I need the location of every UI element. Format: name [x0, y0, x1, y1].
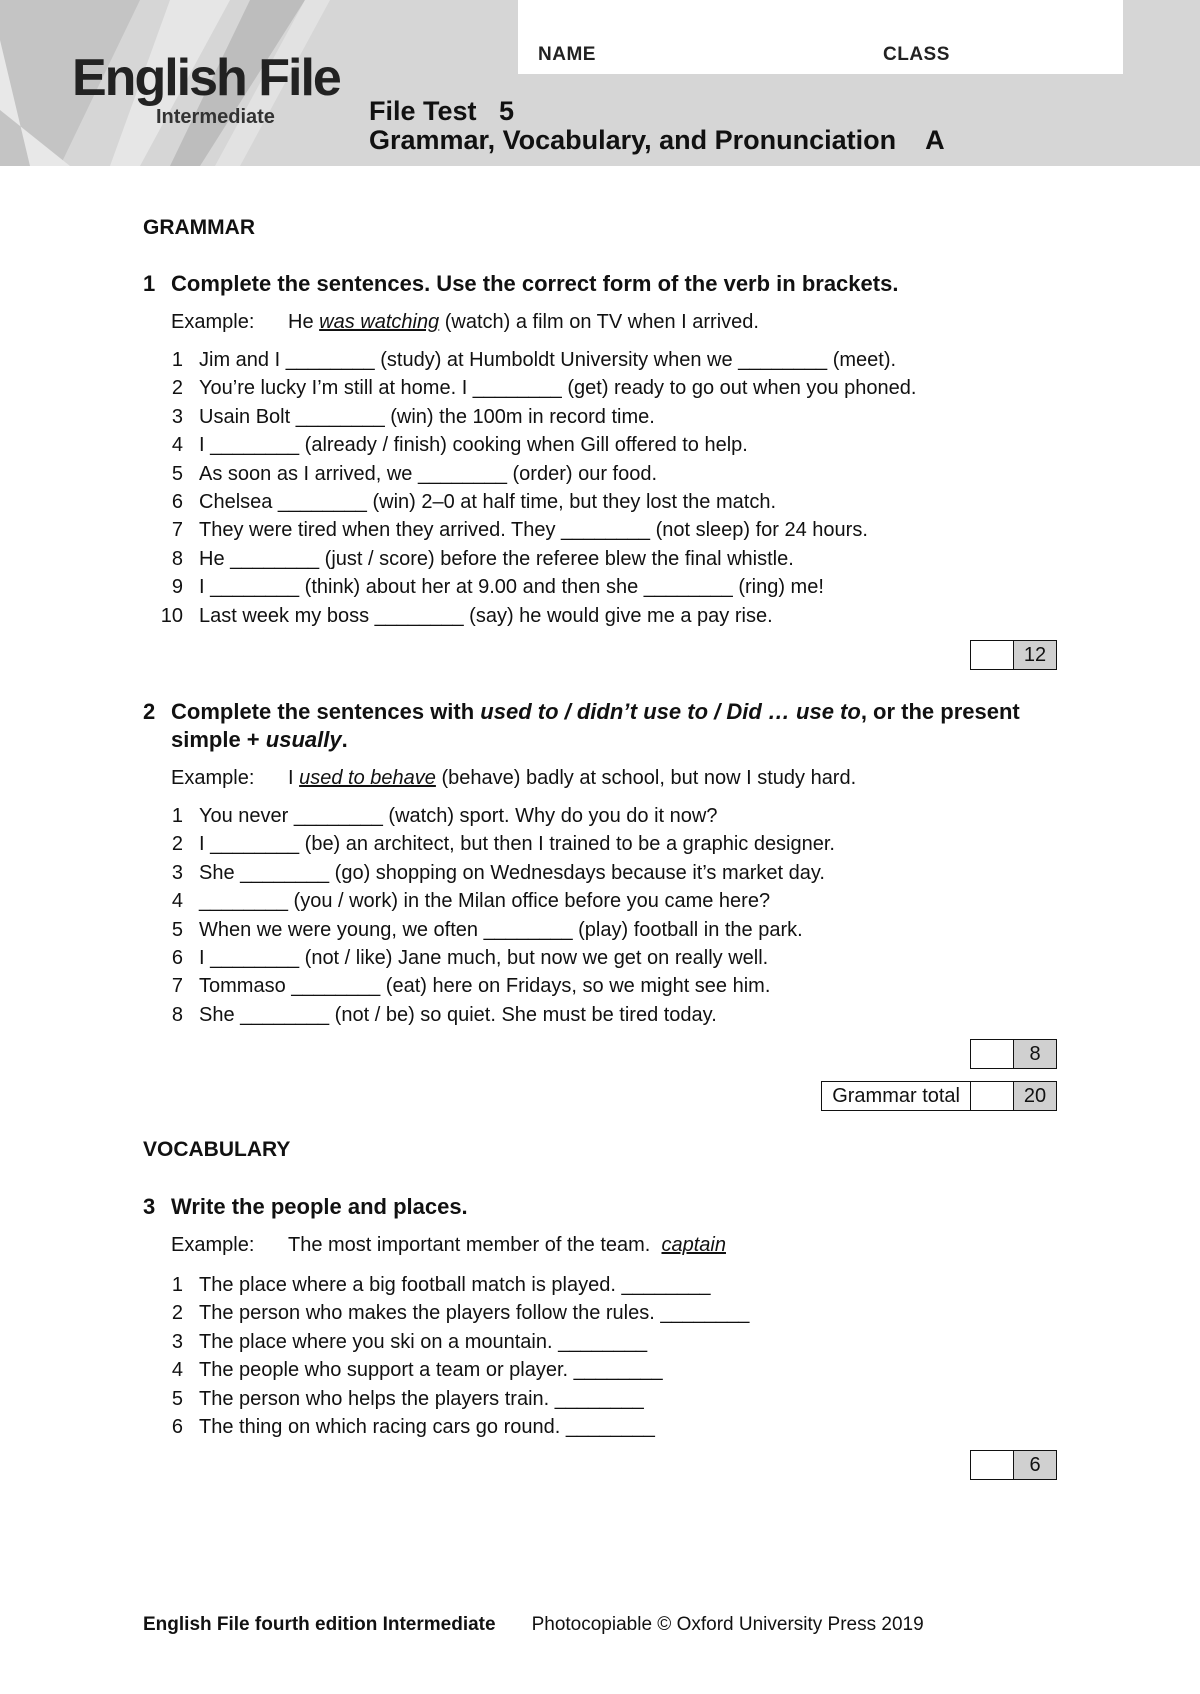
example-answer: captain: [661, 1234, 726, 1256]
item-number: 9: [171, 576, 183, 599]
item-number: 2: [171, 377, 183, 400]
list-item: [160, 602, 916, 630]
item-text: You never ________ (watch) sport. Why do you do it now?: [199, 805, 718, 827]
instruction-text: Write the people and places.: [171, 1194, 468, 1219]
list-item: [160, 346, 916, 374]
test-subtitle: Grammar, Vocabulary, and Pronunciation A: [369, 125, 945, 155]
question-3-items: [160, 1271, 749, 1441]
page-footer: [143, 1614, 924, 1636]
footer-copyright: Photocopiable © Oxford University Press 2019: [531, 1614, 924, 1635]
item-number: 3: [171, 1330, 183, 1353]
item-text: Last week my boss ________ (say) he would give me a pay rise.: [199, 604, 773, 627]
item-text: You’re lucky I’m still at home. I ________ (get) ready to go out when you phoned.: [199, 377, 917, 400]
list-item: [160, 1001, 835, 1029]
item-text: The place where you ski on a mountain. ________: [199, 1330, 648, 1353]
item-text: She ________ (go) shopping on Wednesdays because it’s market day.: [199, 861, 825, 884]
question-2-instruction: [143, 698, 1043, 754]
list-item: [160, 374, 916, 402]
item-number: 6: [171, 1415, 183, 1438]
item-number: 6: [171, 946, 183, 969]
name-class-box: [518, 0, 1123, 74]
question-3-score-box: [970, 1450, 1057, 1480]
list-item: [160, 1385, 749, 1413]
question-1-instruction: [143, 270, 1043, 298]
score-max: 6: [1014, 1451, 1056, 1479]
item-number: 4: [171, 890, 183, 913]
logo-subtitle: Intermediate: [156, 106, 275, 128]
item-number: 8: [171, 547, 183, 570]
item-number: 4: [171, 434, 183, 457]
list-item: [160, 887, 835, 915]
grammar-heading: GRAMMAR: [143, 216, 255, 239]
instruction-part: , or the present simple +: [171, 699, 1020, 752]
class-label: CLASS: [883, 44, 950, 65]
item-text: He ________ (just / score) before the referee blew the final whistle.: [199, 547, 794, 570]
item-number: 5: [171, 462, 183, 485]
score-entry[interactable]: [971, 1451, 1014, 1479]
item-text: When we were young, we often ________ (play) football in the park.: [199, 918, 803, 941]
list-item: [160, 431, 916, 459]
item-number: 8: [171, 1003, 183, 1026]
item-number: 2: [171, 1302, 183, 1325]
item-text: I ________ (not / like) Jane much, but now we get on really well.: [199, 946, 769, 969]
list-item: [160, 1356, 749, 1384]
item-number: 7: [171, 975, 183, 998]
english-file-logo: [72, 49, 340, 129]
list-item: [160, 403, 916, 431]
question-2-example: [171, 767, 856, 790]
list-item: [160, 916, 835, 944]
item-number: 1: [171, 805, 183, 827]
question-1-items: [160, 346, 916, 630]
question-2-score-box: [970, 1039, 1057, 1069]
question-3-instruction: [143, 1193, 1043, 1221]
item-number: 3: [171, 405, 183, 428]
list-item: [160, 516, 916, 544]
list-item: [160, 545, 916, 573]
score-entry[interactable]: [971, 1082, 1014, 1110]
item-number: 5: [171, 918, 183, 941]
example-text: He: [288, 311, 320, 333]
list-item: [160, 488, 916, 516]
item-text: They were tired when they arrived. They ________ (not sleep) for 24 hours.: [199, 519, 868, 542]
list-item: [160, 460, 916, 488]
example-label: Example:: [171, 767, 255, 789]
item-text: I ________ (think) about her at 9.00 and then she ________ (ring) me!: [199, 576, 824, 599]
item-text: I ________ (be) an architect, but then I trained to be a graphic designer.: [199, 833, 835, 856]
test-title: [369, 97, 945, 155]
instruction-part: usually: [265, 727, 342, 752]
item-number: 4: [171, 1359, 183, 1382]
page-header: [0, 0, 1200, 166]
item-text: She ________ (not / be) so quiet. She must be tired today.: [199, 1003, 717, 1026]
question-number: 1: [143, 271, 156, 296]
item-text: Chelsea ________ (win) 2–0 at half time, but they lost the match.: [199, 490, 777, 513]
item-text: Tommaso ________ (eat) here on Fridays, so we might see him.: [199, 975, 771, 998]
list-item: [160, 1299, 749, 1327]
item-text: Jim and I ________ (study) at Humboldt University when we ________ (meet).: [199, 349, 897, 371]
example-text: (watch) a film on TV when I arrived.: [439, 311, 759, 333]
item-number: 10: [160, 604, 183, 627]
question-3-example: [171, 1234, 726, 1257]
list-item: [160, 573, 916, 601]
question-number: 2: [143, 699, 156, 724]
score-entry[interactable]: [971, 641, 1014, 669]
score-max: 20: [1014, 1082, 1056, 1110]
list-item: [160, 859, 835, 887]
example-label: Example:: [171, 1234, 255, 1256]
question-1-score-box: [970, 640, 1057, 670]
item-number: 5: [171, 1387, 183, 1410]
item-number: 1: [171, 349, 183, 371]
grammar-total-label: Grammar total: [822, 1082, 971, 1110]
list-item: [160, 1413, 749, 1441]
list-item: [160, 802, 835, 830]
list-item: [160, 1328, 749, 1356]
item-text: I ________ (already / finish) cooking when Gill offered to help.: [199, 434, 748, 457]
item-text: As soon as I arrived, we ________ (order) our food.: [199, 462, 658, 485]
example-text: I: [288, 767, 300, 789]
list-item: [160, 944, 835, 972]
score-max: 12: [1014, 641, 1056, 669]
instruction-part: used to / didn’t use to / Did … use to: [480, 699, 861, 724]
list-item: [160, 972, 835, 1000]
logo-title: English File: [72, 49, 340, 107]
item-text: The thing on which racing cars go round. ________: [199, 1415, 655, 1438]
vocabulary-heading: VOCABULARY: [143, 1138, 291, 1161]
item-text: The person who makes the players follow the rules. ________: [199, 1302, 750, 1325]
instruction-part: .: [341, 727, 348, 752]
example-answer: was watching: [319, 311, 440, 333]
instruction-text: [171, 698, 1043, 754]
example-label: Example:: [171, 311, 255, 333]
test-number: File Test 5: [369, 96, 515, 126]
name-label: NAME: [538, 44, 596, 65]
item-number: 7: [171, 519, 183, 542]
item-text: The person who helps the players train. ________: [199, 1387, 644, 1410]
item-text: ________ (you / work) in the Milan office before you came here?: [199, 890, 771, 913]
instruction-text: Complete the sentences. Use the correct form of the verb in brackets.: [171, 271, 899, 296]
question-1-example: [171, 311, 759, 334]
question-number: 3: [143, 1194, 156, 1219]
item-text: The people who support a team or player. ________: [199, 1359, 663, 1382]
score-entry[interactable]: [971, 1040, 1014, 1068]
item-number: 2: [171, 833, 183, 856]
item-number: 6: [171, 490, 183, 513]
list-item: [160, 1271, 749, 1299]
score-max: 8: [1014, 1040, 1056, 1068]
grammar-total-box: [821, 1081, 1057, 1111]
list-item: [160, 830, 835, 858]
item-text: Usain Bolt ________ (win) the 100m in record time.: [199, 405, 655, 428]
item-number: 1: [171, 1274, 183, 1296]
example-text: (behave) badly at school, but now I study hard.: [435, 767, 857, 789]
question-2-items: [160, 802, 835, 1029]
footer-edition: English File fourth edition Intermediate: [143, 1614, 496, 1635]
item-text: The place where a big football match is played. ________: [199, 1274, 711, 1296]
instruction-part: Complete the sentences with: [171, 699, 481, 724]
example-text: The most important member of the team.: [288, 1234, 662, 1256]
example-answer: used to behave: [299, 767, 436, 789]
item-number: 3: [171, 861, 183, 884]
